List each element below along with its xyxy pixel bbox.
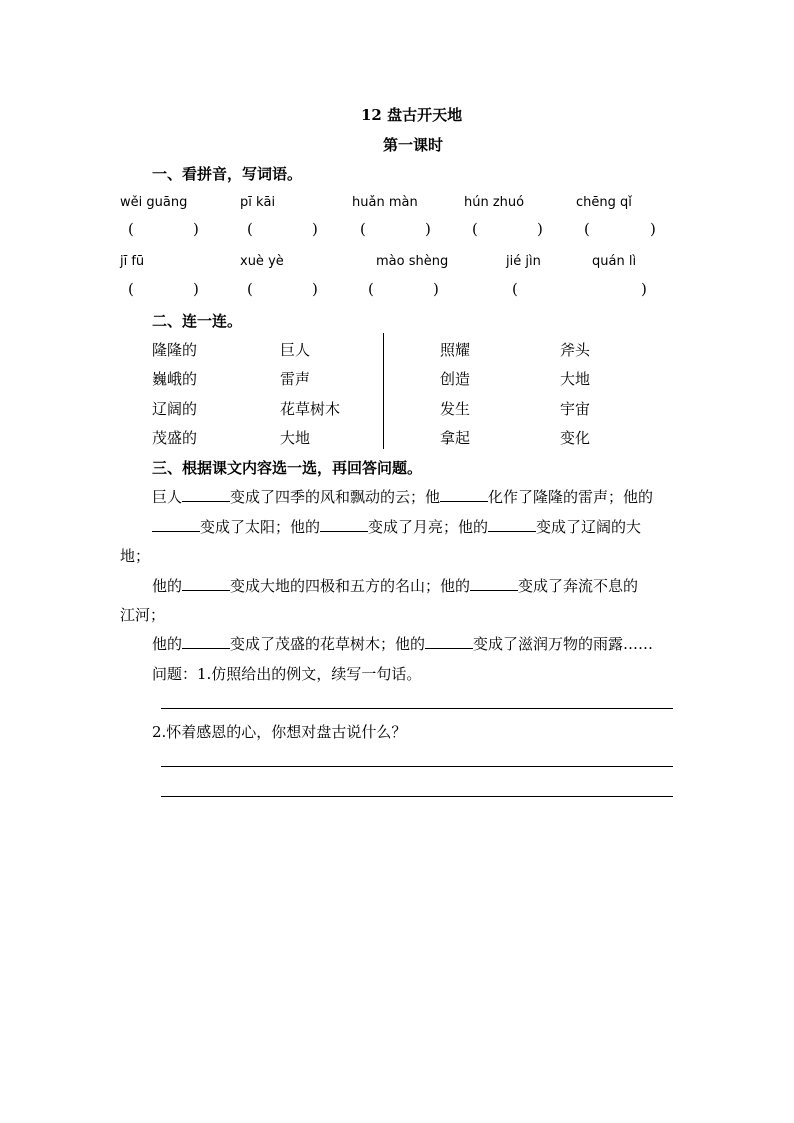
fill-blank[interactable] — [182, 500, 230, 502]
answer-bracket-open: ( — [247, 220, 253, 238]
fill-blank[interactable] — [182, 647, 230, 649]
pinyin-item: jī fū — [120, 254, 145, 269]
answer-bracket-open: ( — [512, 280, 518, 298]
pinyin-item: xuè yè — [240, 254, 284, 269]
answer-bracket-close: ) — [193, 280, 199, 298]
pinyin-item: quán lì — [592, 254, 637, 269]
answer-bracket-close: ) — [641, 280, 647, 298]
passage-text: 变成大地的四极和五方的名山；他的 — [230, 577, 471, 595]
passage-text: 变成了月亮；他的 — [368, 518, 489, 536]
passage-text: 变成了太阳；他的 — [200, 518, 321, 536]
passage-text: 化作了隆隆的雷声；他的 — [488, 488, 654, 506]
page-title: 12 盘古开天地 — [361, 106, 463, 124]
match-word: 大地 — [280, 429, 311, 447]
pinyin-item: chēng qǐ — [576, 195, 632, 210]
match-word: 变化 — [560, 429, 591, 447]
passage-line: 地； — [120, 547, 151, 565]
answer-bracket-open: ( — [247, 280, 253, 298]
match-word: 巨人 — [280, 341, 311, 359]
pinyin-item: jié jìn — [506, 254, 541, 269]
answer-bracket-close: ) — [433, 280, 439, 298]
answer-bracket-open: ( — [368, 280, 374, 298]
fill-blank[interactable] — [425, 647, 473, 649]
answer-bracket-open: ( — [472, 220, 478, 238]
answer-bracket-open: ( — [584, 220, 590, 238]
passage-line — [152, 516, 641, 537]
pinyin-item: wěi guāng — [120, 195, 188, 210]
match-word: 宇宙 — [560, 400, 591, 418]
answer-line[interactable] — [161, 796, 673, 797]
passage-text: 变成了奔流不息的 — [518, 577, 639, 595]
answer-bracket-open: ( — [360, 220, 366, 238]
match-word: 花草树木 — [280, 400, 341, 418]
answer-bracket-close: ) — [312, 280, 318, 298]
answer-line[interactable] — [161, 708, 673, 709]
passage-text: 变成了辽阔的大 — [536, 518, 642, 536]
pinyin-item: pī kāi — [240, 195, 276, 210]
match-word: 大地 — [560, 370, 591, 388]
match-word: 巍峨的 — [152, 370, 198, 388]
answer-line[interactable] — [161, 766, 673, 767]
passage-text: 变成了茂盛的花草树木；他的 — [230, 635, 426, 653]
match-word: 拿起 — [440, 429, 471, 447]
passage-line: 江河； — [120, 606, 166, 624]
page-subtitle: 第一课时 — [383, 136, 444, 154]
section-3-heading: 三、根据课文内容选一选，再回答问题。 — [152, 459, 423, 477]
passage-line — [152, 486, 653, 507]
passage-text: 变成了滋润万物的雨露…… — [473, 635, 654, 653]
match-word: 创造 — [440, 370, 471, 388]
match-word: 照耀 — [440, 341, 471, 359]
pinyin-item: huǎn màn — [352, 195, 418, 210]
answer-bracket-close: ) — [193, 220, 199, 238]
answer-bracket-open: ( — [128, 280, 134, 298]
fill-blank[interactable] — [152, 530, 200, 532]
passage-text: 他的 — [152, 577, 183, 595]
answer-bracket-open: ( — [128, 220, 134, 238]
answer-bracket-close: ) — [650, 220, 656, 238]
passage-text: 变成了四季的风和飘动的云；他 — [230, 488, 441, 506]
match-word: 辽阔的 — [152, 400, 198, 418]
match-word: 茂盛的 — [152, 429, 198, 447]
passage-line — [152, 575, 638, 596]
match-word: 隆隆的 — [152, 341, 198, 359]
fill-blank[interactable] — [440, 500, 488, 502]
fill-blank[interactable] — [470, 589, 518, 591]
question-2: 2.怀着感恩的心，你想对盘古说什么？ — [152, 723, 407, 741]
match-word: 发生 — [440, 400, 471, 418]
passage-text: 巨人 — [152, 488, 183, 506]
section-2-heading: 二、连一连。 — [152, 312, 243, 330]
fill-blank[interactable] — [320, 530, 368, 532]
answer-bracket-close: ) — [312, 220, 318, 238]
fill-blank[interactable] — [488, 530, 536, 532]
column-divider — [383, 333, 384, 449]
pinyin-item: hún zhuó — [464, 195, 525, 210]
pinyin-item: mào shèng — [376, 254, 449, 269]
question-1: 问题：1.仿照给出的例文，续写一句话。 — [152, 665, 422, 683]
match-word: 斧头 — [560, 341, 591, 359]
passage-line — [152, 633, 653, 654]
match-word: 雷声 — [280, 370, 311, 388]
fill-blank[interactable] — [182, 589, 230, 591]
answer-bracket-close: ) — [537, 220, 543, 238]
section-1-heading: 一、看拼音，写词语。 — [152, 165, 303, 183]
passage-text: 他的 — [152, 635, 183, 653]
answer-bracket-close: ) — [425, 220, 431, 238]
